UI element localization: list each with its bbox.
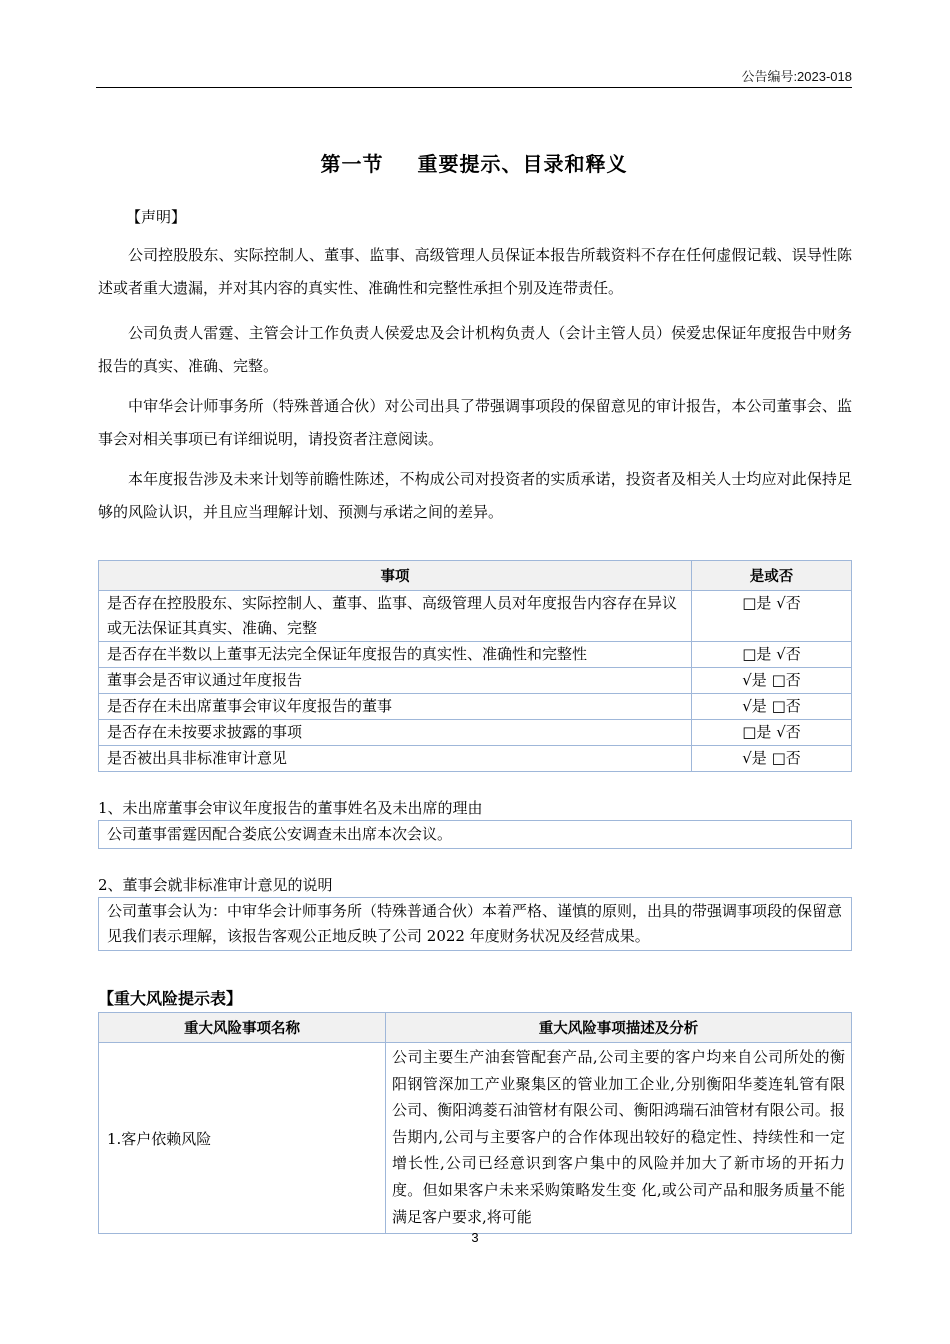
section-number: 第一节 bbox=[320, 152, 384, 176]
answer-cell: □是 √否 bbox=[692, 591, 852, 642]
table-row bbox=[99, 668, 852, 694]
non-standard-opinion-box: 公司董事会认为：中审华会计师事务所（特殊普通合伙）本着严格、谨慎的原则，出具的带强调事项段的保留意见我们表示理解，该报告客观公正地反映了公司 2022 年度财务状况及经营成果。 bbox=[98, 897, 852, 951]
table-row bbox=[99, 591, 852, 642]
non-standard-opinion-heading: 2、董事会就非标准审计意见的说明 bbox=[98, 876, 333, 894]
column-header-risk-name: 重大风险事项名称 bbox=[99, 1013, 386, 1043]
page-number: 3 bbox=[471, 1230, 479, 1245]
item-cell: 是否存在半数以上董事无法完全保证年度报告的真实性、准确性和完整性 bbox=[99, 642, 692, 668]
declaration-paragraph: 公司负责人雷霆、主管会计工作负责人侯爱忠及会计机构负责人（会计主管人员）侯爱忠保证年度报告中财务报告的真实、准确、完整。 bbox=[98, 324, 852, 375]
table-header-row bbox=[99, 1013, 852, 1043]
section-name: 重要提示、目录和释义 bbox=[417, 152, 628, 176]
items-table bbox=[98, 560, 852, 772]
answer-cell: √是 □否 bbox=[692, 694, 852, 720]
answer-cell: □是 √否 bbox=[692, 720, 852, 746]
item-cell: 是否存在未按要求披露的事项 bbox=[99, 720, 692, 746]
table-row bbox=[99, 694, 852, 720]
answer-cell: √是 □否 bbox=[692, 668, 852, 694]
header-divider bbox=[96, 87, 852, 88]
absent-directors-heading: 1、未出席董事会审议年度报告的董事姓名及未出席的理由 bbox=[98, 799, 483, 817]
declaration-paragraph: 本年度报告涉及未来计划等前瞻性陈述，不构成公司对投资者的实质承诺，投资者及相关人士均应对此保持足够的风险认识，并且应当理解计划、预测与承诺之间的差异。 bbox=[98, 470, 852, 521]
risk-table-title: 【重大风险提示表】 bbox=[98, 989, 243, 1008]
declaration-label: 【声明】 bbox=[126, 208, 187, 226]
risk-name-cell: 1.客户依赖风险 bbox=[99, 1043, 386, 1234]
table-header-row bbox=[99, 561, 852, 591]
declaration-paragraph: 公司控股股东、实际控制人、董事、监事、高级管理人员保证本报告所载资料不存在任何虚假记载、误导性陈述或者重大遗漏，并对其内容的真实性、准确性和完整性承担个别及连带责任。 bbox=[98, 246, 852, 297]
answer-cell: √是 □否 bbox=[692, 746, 852, 772]
page-title bbox=[96, 148, 852, 177]
item-cell: 是否存在未出席董事会审议年度报告的董事 bbox=[99, 694, 692, 720]
doc-number: 公告编号:2023-018 bbox=[741, 69, 852, 84]
table-row bbox=[99, 746, 852, 772]
item-cell: 董事会是否审议通过年度报告 bbox=[99, 668, 692, 694]
declaration-paragraph: 中审华会计师事务所（特殊普通合伙）对公司出具了带强调事项段的保留意见的审计报告，本公司董事会、监事会对相关事项已有详细说明，请投资者注意阅读。 bbox=[98, 397, 852, 448]
column-header-answer: 是或否 bbox=[692, 561, 852, 591]
table-row bbox=[99, 720, 852, 746]
absent-directors-box: 公司董事雷霆因配合娄底公安调查未出席本次会议。 bbox=[98, 820, 852, 849]
table-row bbox=[99, 642, 852, 668]
column-header-risk-description: 重大风险事项描述及分析 bbox=[386, 1013, 852, 1043]
risk-description-cell: 公司主要生产油套管配套产品,公司主要的客户均来自公司所处的衡阳钢管深加工产业聚集区的管业加工企业,分别衡阳华菱连轧管有限公司、衡阳鸿菱石油管材有限公司、衡阳鸿瑞石油管材有限公司。报告期内,公司与主要客户的合作体现出较好的稳定性、持续性和一定增长性,公司已经意识到客户集中的风险并加大了新市场的开拓力度。但如果客户未来采购策略发生变 化,或公司产品和服务质量不能满足客户要求,将可能 bbox=[386, 1043, 852, 1234]
item-cell: 是否被出具非标准审计意见 bbox=[99, 746, 692, 772]
risk-table bbox=[98, 1012, 852, 1234]
column-header-item: 事项 bbox=[99, 561, 692, 591]
table-row bbox=[99, 1043, 852, 1234]
item-cell: 是否存在控股股东、实际控制人、董事、监事、高级管理人员对年度报告内容存在异议或无法保证其真实、准确、完整 bbox=[99, 591, 692, 642]
answer-cell: □是 √否 bbox=[692, 642, 852, 668]
